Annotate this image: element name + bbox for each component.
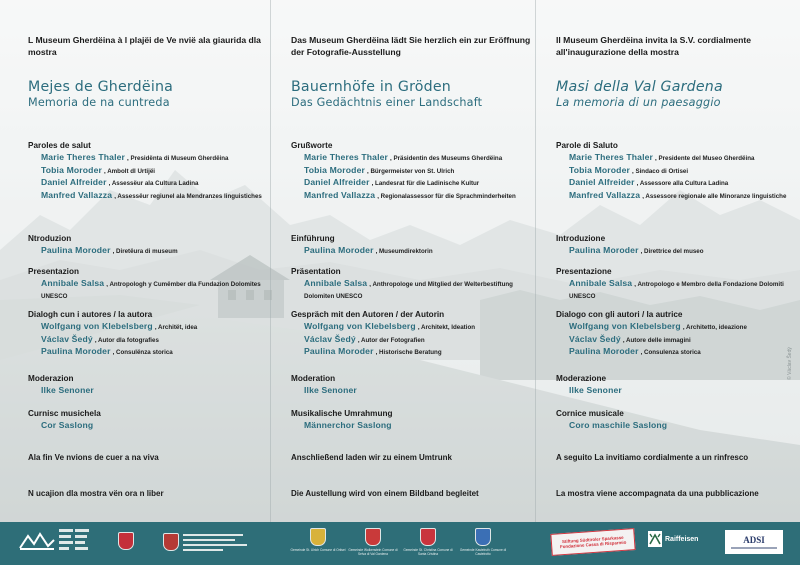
speaker-entry [291,334,541,347]
program-section [556,266,800,302]
adsi-icon: ADSI [725,530,783,554]
speaker-role: , Consulënza storica [112,349,173,356]
speaker-name: Paulina Moroder [41,346,111,356]
speaker-entry [291,420,541,433]
speaker-name: Paulina Moroder [41,245,111,255]
speaker-name: Annibale Salsa [41,278,105,288]
speaker-entry [556,278,800,302]
program-section [28,309,278,359]
speaker-entry [291,321,541,334]
speaker-entry [556,385,800,398]
speaker-name: Wolfgang von Klebelsberg [41,321,153,331]
speaker-name: Tobia Moroder [569,164,630,175]
speaker-name: Annibale Salsa [304,278,368,288]
speaker-entry [556,346,800,359]
speaker-name: Václav Šedý [569,333,621,344]
program-section [28,266,278,302]
speaker-role: , Präsidentin des Museums Gherdëina [390,155,503,162]
speaker-entry [556,165,800,178]
speaker-name: Marie Theres Thaler [41,152,126,162]
speaker-entry [556,152,800,165]
section-heading: Musikalische Umrahmung [291,409,393,418]
speaker-name: Manfred Vallazza [41,189,113,200]
speaker-name: Marie Theres Thaler [569,152,654,162]
program-section [556,373,800,398]
speaker-role: , Assessëur regiunel ala Mendranzes linguistiches [114,192,262,200]
speaker-role: , Diretëura di museum [112,248,178,255]
coat-of-arms-icon [310,528,326,546]
speaker-name: Ilke Senoner [304,385,357,395]
speaker-entry [556,420,800,433]
exhibition-title: Bauernhöfe in Gröden [291,79,451,95]
speaker-role: , Landesrat für die Ladinische Kultur [371,180,480,187]
speaker-role: , Architekt, Ideation [417,324,476,331]
section-heading: Moderation [291,374,336,383]
program-section [291,373,541,398]
section-heading: Dialogo con gli autori / la autrice [556,310,683,319]
section-heading: Präsentation [291,267,341,276]
speaker-name: Daniel Alfreider [304,177,370,187]
speaker-name: Tobia Moroder [304,164,365,175]
speaker-role: , Autor der Fotografien [357,336,425,344]
speaker-name: Marie Theres Thaler [304,152,389,162]
program-section [291,266,541,302]
speaker-name: Manfred Vallazza [304,189,376,200]
speaker-name: Wolfgang von Klebelsberg [569,321,681,331]
publication-note: Die Austellung wird von einem Bildband begleitet [291,489,479,498]
speaker-role: , Sindaco di Ortisei [632,167,689,175]
speaker-name: Wolfgang von Klebelsberg [304,321,416,331]
section-heading: Dialogh cun i autores / la autora [28,310,153,319]
program-section [291,309,541,359]
speaker-role: , Autore delle immagini [622,336,691,344]
fold-line-right [535,0,536,522]
section-heading: Cornice musicale [556,409,624,418]
speaker-name: Václav Šedý [304,333,356,344]
section-heading: Curnisc musichela [28,409,101,418]
closing-reception-note: Ala fin Ve nvions de cuer a na viva [28,453,159,462]
speaker-role: , Historische Beratung [375,349,442,356]
section-heading: Paroles de salut [28,141,91,150]
invitation-intro: Il Museum Gherdëina invita la S.V. cordialmente all'inaugurazione della mostra [556,35,752,57]
exhibition-subtitle: La memoria di un paesaggio [556,96,721,109]
program-section [556,408,800,433]
speaker-name: Ilke Senoner [569,385,622,395]
speaker-entry [28,321,278,334]
speaker-role: , Regionalassessor für die Sprachminderheiten [377,192,516,200]
museum-gherdeina-logo [18,528,93,554]
speaker-role: , Assessëur ala Cultura Ladina [108,180,199,187]
coat-of-arms-icon [365,528,381,546]
speaker-role: , Presidente del Museo Gherdëina [655,155,755,162]
exhibition-title: Mejes de Gherdëina [28,79,174,95]
speaker-entry [291,165,541,178]
speaker-role: , Consulenza storica [640,349,701,356]
speaker-name: Tobia Moroder [41,164,102,175]
speaker-name: Paulina Moroder [569,245,639,255]
speaker-name: Cor Saslong [41,420,94,430]
speaker-entry [556,334,800,347]
speaker-entry [291,177,541,190]
wolkenstein-logo: Gemeinde Wolkenstein Comune di Selva di Val Gardena [345,528,401,556]
speaker-entry [291,245,541,258]
speaker-name: Paulina Moroder [569,346,639,356]
speaker-role: , Direttrice del museo [640,248,704,255]
publication-note: La mostra viene accompagnata da una pubblicazione [556,489,759,498]
speaker-entry [291,385,541,398]
speaker-role: , Museumdirektorin [375,248,433,255]
exhibition-title: Masi della Val Gardena [556,79,723,95]
speaker-entry [556,190,800,203]
province-logo-2 [163,532,253,552]
program-section [28,140,278,202]
program-section [556,233,800,258]
invitation-column [556,34,796,498]
raiffeisen-icon [648,531,662,547]
program-section [291,140,541,202]
speaker-entry [28,278,278,302]
photo-credit: © Václav Šedý [787,347,793,380]
coat-of-arms-icon [420,528,436,546]
speaker-name: Coro maschile Saslong [569,420,668,430]
speaker-entry [28,190,278,203]
speaker-entry [291,278,541,302]
st-christina-logo: Gemeinde St. Christina Comune di Santa Cristina [400,528,456,556]
speaker-name: Daniel Alfreider [41,177,107,187]
coat-of-arms-icon [475,528,491,546]
section-heading: Presentazione [556,267,612,276]
speaker-entry [28,245,278,258]
province-logo-1 [118,532,134,550]
speaker-role: , Architetto, ideazione [682,324,747,331]
speaker-role: , Assessore regionale alle Minoranze linguistiche [642,192,787,200]
coat-of-arms-icon [163,533,179,551]
kastelruth-logo: Gemeinde Kastelruth Comune di Castelrotto [455,528,511,556]
exhibition-subtitle: Das Gedächtnis einer Landschaft [291,96,483,109]
museum-logo-icon [18,530,56,552]
speaker-entry [28,334,278,347]
speaker-name: Männerchor Saslong [304,420,392,430]
speaker-role: , Assessore alla Cultura Ladina [636,180,729,187]
section-heading: Einführung [291,234,335,243]
province-text-icon [183,532,253,552]
program-section [28,408,278,433]
section-heading: Ntroduzion [28,234,72,243]
speaker-entry [28,385,278,398]
closing-reception-note: Anschließend laden wir zu einem Umtrunk [291,453,452,462]
speaker-role: , Autor dla fotografies [94,336,159,344]
program-section [28,233,278,258]
speaker-name: Paulina Moroder [304,245,374,255]
section-heading: Moderazione [556,374,607,383]
stiftung-sparkasse-logo [551,531,635,553]
speaker-entry [291,152,541,165]
speaker-entry [28,152,278,165]
speaker-entry [291,346,541,359]
speaker-entry [28,346,278,359]
invitation-intro: L Museum Gherdëina à l plajëi de Ve nvië ala giaurida dla mostra [28,35,261,57]
section-heading: Grußworte [291,141,333,150]
program-section [28,373,278,398]
sponsor-footer [0,522,800,565]
coat-of-arms-icon [118,532,134,550]
tirol-logo: Gemeinde St. Ulrich Comune di Ortisei [290,528,346,552]
invitation-column [291,34,531,498]
section-heading: Presentazion [28,267,79,276]
invitation-intro: Das Museum Gherdëina lädt Sie herzlich ein zur Eröffnung der Fotografie-Ausstellung [291,35,531,57]
invitation-column [28,34,268,498]
speaker-role: , Bürgermeister von St. Ulrich [367,167,455,175]
museum-wordmark-icon [59,528,93,554]
fold-line-left [270,0,271,522]
closing-reception-note: A seguito La invitiamo cordialmente a un rinfresco [556,453,749,462]
section-heading: Gespräch mit den Autoren / der Autorin [291,310,445,319]
program-section [556,140,800,202]
speaker-name: Daniel Alfreider [569,177,635,187]
speaker-entry [28,165,278,178]
program-section [291,408,541,433]
speaker-role: , Antropologo e Membro della Fondazione Dolomiti UNESCO [569,281,784,300]
section-heading: Introduzione [556,234,606,243]
speaker-role: , Antropologh y Cumëmber dla Fundazion Dolomites UNESCO [41,281,261,300]
speaker-role: , Presidënta di Museum Gherdëina [127,155,229,162]
program-section [556,309,800,359]
speaker-role: , Ambolt dl Urtijëi [104,167,155,175]
speaker-name: Annibale Salsa [569,278,633,288]
speaker-name: Ilke Senoner [41,385,94,395]
adsi-logo [725,530,783,554]
speaker-entry [556,177,800,190]
speaker-entry [28,420,278,433]
exhibition-subtitle: Memoria de na cuntreda [28,96,170,109]
publication-note: N ucajion dla mostra vën ora n liber [28,489,164,498]
speaker-name: Manfred Vallazza [569,189,641,200]
speaker-entry [291,190,541,203]
speaker-role: , Architët, idea [154,324,198,331]
stamp-icon: Stiftung Südtiroler Sparkasse Fondazione Cassa di Risparmio [550,528,635,556]
speaker-name: Václav Šedý [41,333,93,344]
section-heading: Parole di Saluto [556,141,618,150]
speaker-role: , Anthropologe und Mitglied der Welterbestiftung Dolomiten UNESCO [304,281,513,300]
speaker-entry [28,177,278,190]
section-heading: Moderazion [28,374,74,383]
program-section [291,233,541,258]
speaker-entry [556,321,800,334]
raiffeisen-logo: Raiffeisen [648,531,698,547]
speaker-entry [556,245,800,258]
speaker-name: Paulina Moroder [304,346,374,356]
